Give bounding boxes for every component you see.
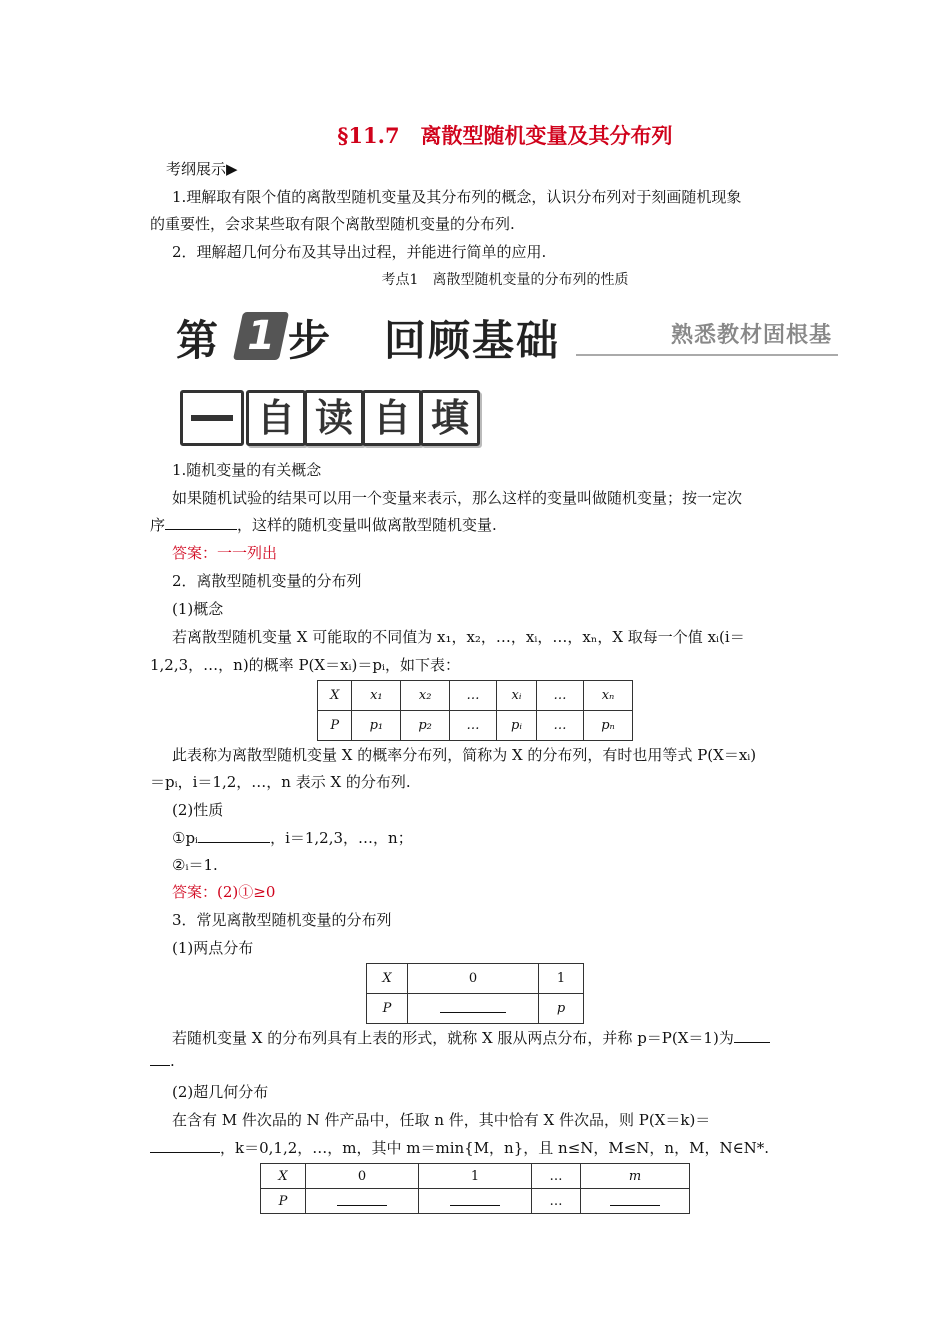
table-cell: P [367, 994, 408, 1024]
table-cell: 0 [408, 964, 539, 994]
table-blank-cell [306, 1189, 419, 1214]
sec2-sub2: (2)性质 [172, 801, 224, 819]
sec1-heading: 1.随机变量的有关概念 [172, 461, 322, 479]
sec2-prop2: ②ᵢ＝1. [172, 856, 218, 874]
table-blank-cell [408, 994, 539, 1024]
table-blank-cell [419, 1189, 532, 1214]
table-blank-cell [581, 1189, 690, 1214]
table-cell: P [318, 711, 352, 741]
subhead-char-3: 自 [362, 390, 422, 446]
exam-outline-item1-line1: 1.理解取有限个值的离散型随机变量及其分布列的概念，认识分布列对于刻画随机现象 [172, 188, 742, 206]
subhead-char-4: 填 [420, 390, 480, 446]
table-cell: … [532, 1164, 581, 1189]
banner-rule [576, 354, 838, 356]
table-cell: p₂ [401, 711, 450, 741]
sec3-p1-cont: . [150, 1052, 175, 1070]
table-cell: x₂ [401, 681, 450, 711]
table-cell: X [318, 681, 352, 711]
table-cell: … [537, 711, 584, 741]
table-cell: … [450, 711, 497, 741]
banner-subtitle: 熟悉教材固根基 [670, 323, 832, 348]
table-cell: … [450, 681, 497, 711]
exam-outline-heading: 考纲展示▶ [166, 160, 238, 178]
sec3-heading: 3．常见离散型随机变量的分布列 [172, 911, 392, 929]
table-cell: 0 [306, 1164, 419, 1189]
banner-bu: 步 [288, 316, 333, 365]
table-cell: 1 [539, 964, 584, 994]
dash-box [180, 390, 244, 446]
sec2-sub1: (1)概念 [172, 600, 224, 618]
fill-blank [150, 1140, 220, 1153]
kaodian-heading: 考点1 离散型随机变量的分布列的性质 [381, 272, 629, 288]
banner-main: 回顾基础 [384, 316, 561, 365]
table-cell: m [581, 1164, 690, 1189]
banner-step-number: 1 [233, 312, 289, 360]
sec2-p1: 若离散型随机变量 X 可能取的不同值为 x₁，x₂，…，xᵢ，…，xₙ，X 取每一个值 xᵢ(i＝ [172, 628, 745, 646]
exam-outline-item2: 2．理解超几何分布及其导出过程，并能进行简单的应用. [172, 243, 547, 261]
sec2-prop1: ①pᵢ ，i＝1,2,3，…，n； [172, 829, 413, 847]
table-cell: xᵢ [497, 681, 537, 711]
two-point-table [366, 963, 584, 1024]
banner-di: 第 [176, 316, 221, 365]
table-cell: pₙ [584, 711, 633, 741]
sec2-p4: ＝pᵢ，i＝1,2，…，n 表示 X 的分布列. [150, 773, 411, 791]
table-cell: x₁ [352, 681, 401, 711]
fill-blank [150, 1053, 170, 1066]
section-banner [176, 306, 838, 368]
table-cell: pᵢ [497, 711, 537, 741]
table-cell: X [367, 964, 408, 994]
sec2-heading: 2．离散型随机变量的分布列 [172, 572, 362, 590]
sec1-p2: 序 ，这样的随机变量叫做离散型随机变量. [150, 516, 497, 534]
table-cell: xₙ [584, 681, 633, 711]
sec3-sub2: (2)超几何分布 [172, 1083, 269, 1101]
fill-blank [734, 1030, 770, 1043]
sec3-sub1: (1)两点分布 [172, 939, 254, 957]
table-cell: X [261, 1164, 306, 1189]
sec2-answer: 答案：(2)①≥0 [172, 883, 276, 901]
hypergeometric-table [260, 1163, 690, 1214]
table-cell: 1 [419, 1164, 532, 1189]
distribution-table [317, 680, 633, 741]
table-cell: … [537, 681, 584, 711]
subhead-char-2: 读 [304, 390, 364, 446]
sec2-p3: 此表称为离散型随机变量 X 的概率分布列，简称为 X 的分布列，有时也用等式 P(X＝xᵢ) [172, 746, 757, 764]
fill-blank [165, 517, 237, 530]
page-title: §11.7 离散型随机变量及其分布列 [337, 123, 673, 148]
sec1-answer: 答案：一一列出 [172, 544, 278, 562]
fill-blank [198, 830, 270, 843]
table-cell: p [539, 994, 584, 1024]
sec3-p3: ，k＝0,1,2，…，m，其中 m＝min{M，n}，且 n≤N，M≤N，n，M，N∈N*. [150, 1137, 769, 1158]
table-cell: P [261, 1189, 306, 1214]
exam-outline-item1-line2: 的重要性，会求某些取有限个离散型随机变量的分布列. [150, 215, 515, 233]
table-cell: p₁ [352, 711, 401, 741]
sec2-p2: 1,2,3，…，n)的概率 P(X＝xᵢ)＝pᵢ，如下表： [150, 656, 461, 674]
sec1-p1: 如果随机试验的结果可以用一个变量来表示，那么这样的变量叫做随机变量；按一定次 [172, 489, 743, 507]
sec3-p2: 在含有 M 件次品的 N 件产品中，任取 n 件，其中恰有 X 件次品，则 P(X＝k)＝ [172, 1111, 711, 1129]
subhead-char-1: 自 [246, 390, 306, 446]
sec3-p1: 若随机变量 X 的分布列具有上表的形式，就称 X 服从两点分布，并称 p＝P(X＝1)为 [172, 1027, 770, 1048]
table-cell: … [532, 1189, 581, 1214]
